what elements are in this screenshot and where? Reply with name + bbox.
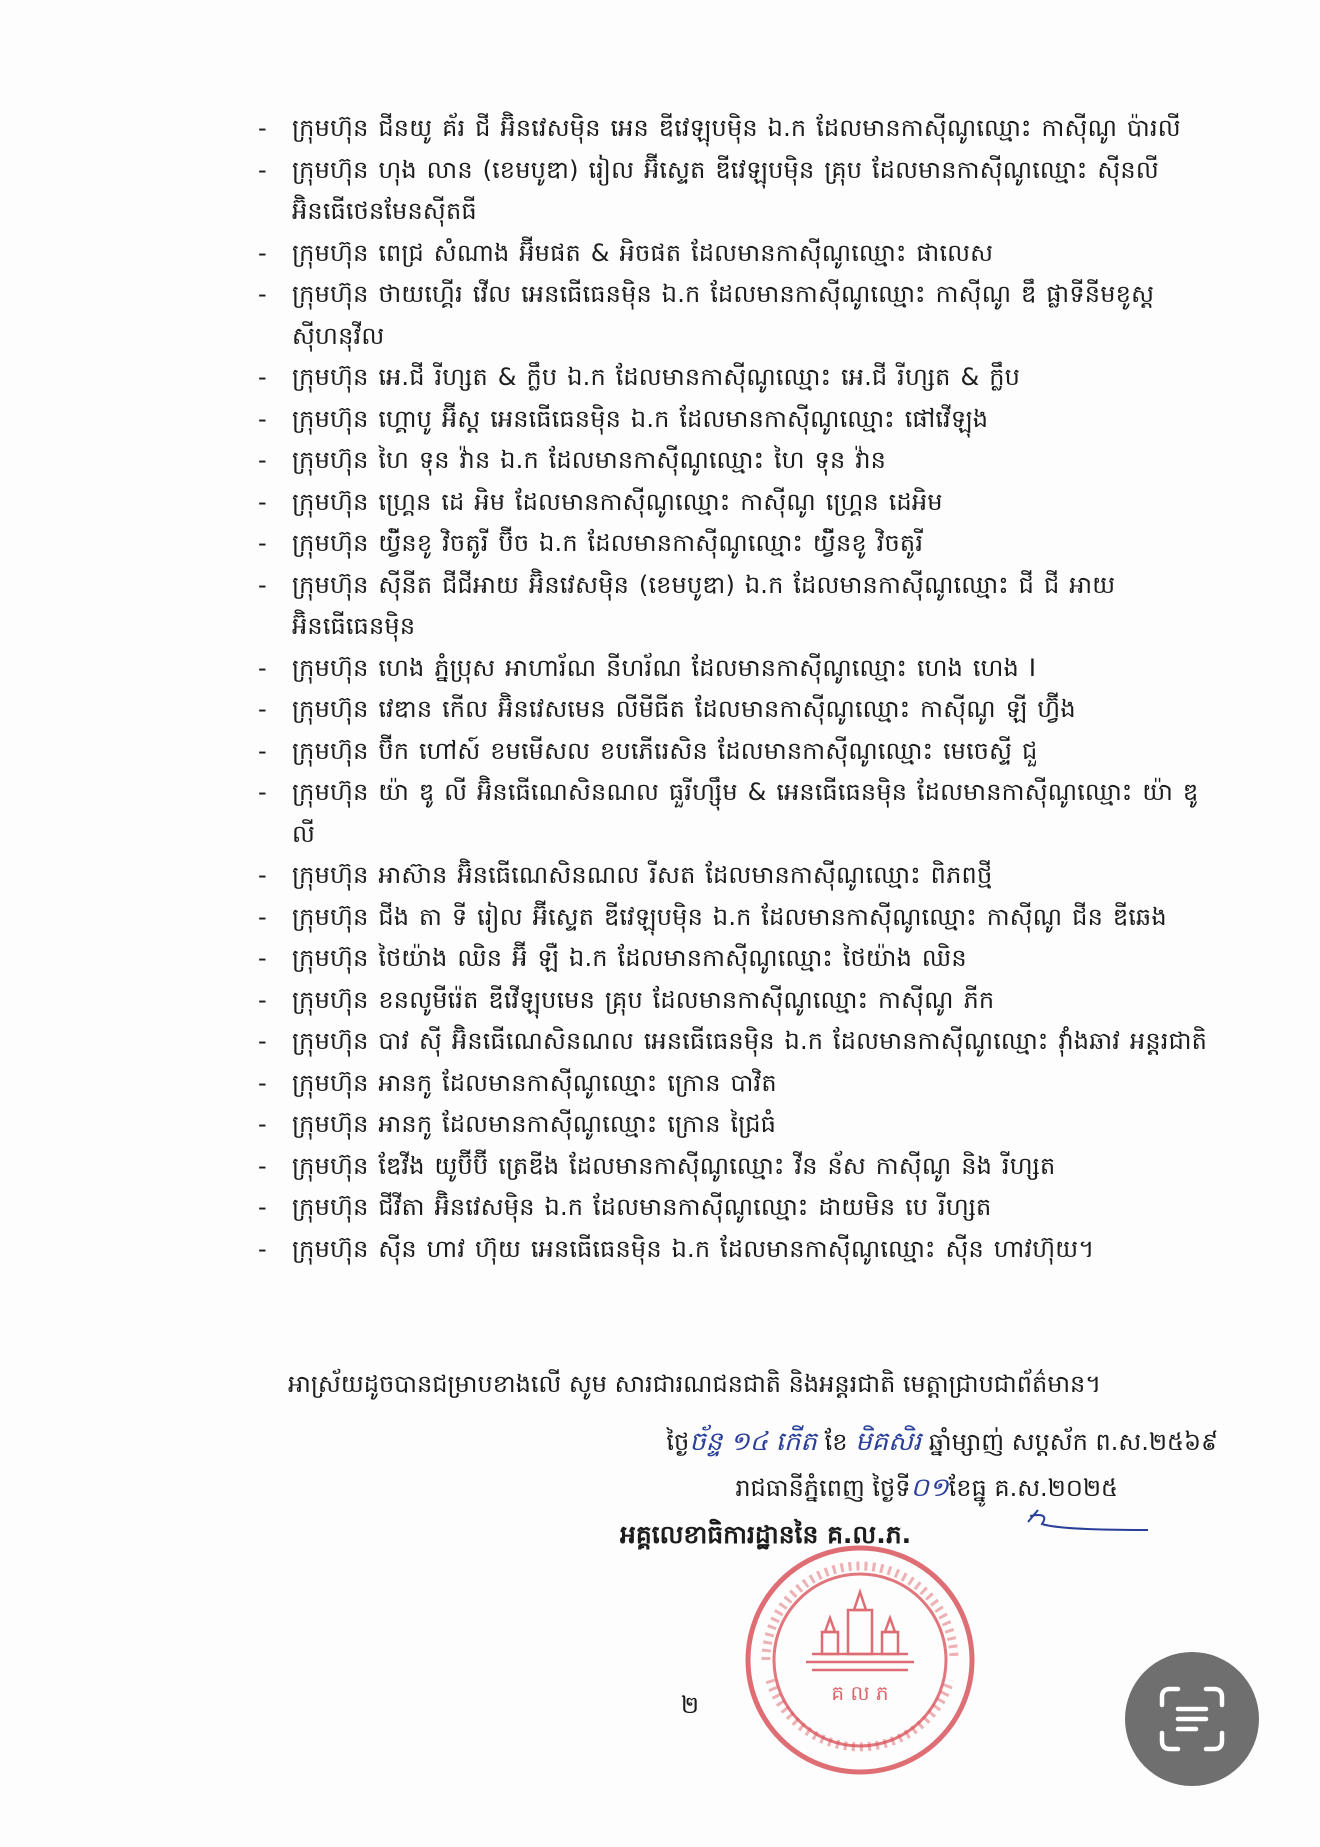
list-item-text: ក្រុមហ៊ុន យ៉ា ឌូ លី អ៊ិនធើណេសិនណល ធួរីហ្ស៊ឹម & អេនធើធេនម៉ិន ដែលមានកាស៊ីណូឈ្មោះ យ៉ា ឌូ លី <box>292 778 1199 848</box>
list-bullet-dash: - <box>258 404 267 433</box>
list-item-text: ក្រុមហ៊ុន អានកូ ដែលមានកាស៊ីណូឈ្មោះ ក្រោន ជ្រៃធំ <box>292 1110 777 1138</box>
list-item <box>258 1104 1218 1146</box>
list-bullet-dash: - <box>258 363 267 391</box>
list-item <box>258 233 1218 275</box>
list-bullet-dash: - <box>258 1110 267 1138</box>
list-item <box>258 938 1218 980</box>
list-item-text: ក្រុមហ៊ុន ហ្គ្រេន ដេ អិម ដែលមានកាស៊ីណូឈ្មោះ កាស៊ីណូ ហ្គ្រេន ដេអិម <box>292 487 943 516</box>
list-item-text: ក្រុមហ៊ុន យ៉្វីនខូ វិចតូរី ប៊ីច ឯ.ក ដែលមានកាស៊ីណូឈ្មោះ យ៉្វីនខូ វិចតូរី <box>292 529 924 557</box>
list-item-text: ក្រុមហ៊ុន អេ.ជី រីហ្សត & ក្លឹប ឯ.ក ដែលមានកាស៊ីណូឈ្មោះ អេ.ជី រីហ្សត & ក្លឹប <box>292 363 1021 391</box>
list-item <box>258 980 1218 1022</box>
list-bullet-dash: - <box>258 446 267 474</box>
list-bullet-dash: - <box>258 238 267 267</box>
solar-date-prefix: រាជធានីភ្នំពេញ ថ្ងៃទី <box>735 1474 911 1502</box>
lunar-month-handwritten: មិគសិរ <box>855 1427 922 1457</box>
list-item-text: ក្រុមហ៊ុន ពេជ្រ សំណាង អ៊ីមផត & អិចផត ដែលមានកាស៊ីណូឈ្មោះ ផាលេស <box>292 238 994 267</box>
list-item <box>258 897 1218 939</box>
list-bullet-dash: - <box>258 902 267 931</box>
list-item-text: ក្រុមហ៊ុន ឌែវីង យូប៊ីប៊ី ត្រេឌីង ដែលមានកាស៊ីណូឈ្មោះ វីន ន័ស កាស៊ីណូ និង រីហ្សត <box>292 1151 1056 1180</box>
text-scan-icon <box>1158 1685 1226 1753</box>
list-item <box>258 1021 1218 1063</box>
list-item <box>258 399 1218 441</box>
closing-statement: អាស្រ័យដូចបានជម្រាបខាងលើ សូម សារជារណជនជាតិ និងអន្តរជាតិ មេត្តាជ្រាបជាព័ត៌មាន។ <box>288 1370 1102 1398</box>
list-bullet-dash: - <box>258 861 267 889</box>
list-item-text: ក្រុមហ៊ុន ស៊ីន ហាវ ហ៊ុយ អេនធើធេនម៉ិន ឯ.ក ដែលមានកាស៊ីណូឈ្មោះ ស៊ីន ហាវហ៊ុយ។ <box>292 1234 1095 1263</box>
official-seal <box>740 1540 980 1780</box>
page-number: ២ <box>680 1691 700 1719</box>
list-item <box>258 855 1218 897</box>
list-bullet-dash: - <box>258 1068 267 1097</box>
list-bullet-dash: - <box>258 695 267 723</box>
list-bullet-dash: - <box>258 1193 267 1221</box>
lunar-date-rest: ឆ្នាំម្សាញ់ សប្តស័ក ព.ស.២៥៦៩ <box>928 1428 1218 1456</box>
lunar-month-label: ខែ <box>824 1428 848 1456</box>
list-item-text: ក្រុមហ៊ុន បាវ ស៊ី អ៊ិនធើណេសិនណល អេនធើធេនម៉ិន ឯ.ក ដែលមានកាស៊ីណូឈ្មោះ វ៉ាំងឆាវ អន្តរជាតិ <box>292 1027 1208 1055</box>
list-item <box>258 1187 1218 1229</box>
list-item-text: ក្រុមហ៊ុន អានកូ ដែលមានកាស៊ីណូឈ្មោះ ក្រោន បាវិត <box>292 1068 777 1097</box>
company-list <box>258 108 1218 1270</box>
list-item-text: ក្រុមហ៊ុន ជីវីតា អ៊ិនវេសម៉ិន ឯ.ក ដែលមានកាស៊ីណូឈ្មោះ ដាយមិន បេ រីហ្សត <box>292 1193 992 1221</box>
list-bullet-dash: - <box>258 653 267 682</box>
list-item-text: ក្រុមហ៊ុន វេឌាន កើល អ៊ិនវេសមេន លីមីធីត ដែលមានកាស៊ីណូឈ្មោះ កាស៊ីណូ ឡី ហ្វ៊ីង <box>292 695 1076 723</box>
list-bullet-dash: - <box>258 944 267 972</box>
solar-day-handwritten: ០១ <box>910 1473 949 1503</box>
list-bullet-dash: - <box>258 155 267 184</box>
list-item-text: ក្រុមហ៊ុន ថាយហ្គើរ វើល អេនធើធេនម៉ិន ឯ.ក ដែលមានកាស៊ីណូឈ្មោះ កាស៊ីណូ ឌឹ ផ្លាទីនីមខូស្ត ស៊ីហនុវីល <box>292 280 1155 350</box>
lunar-day-handwritten: ១៤ <box>729 1427 769 1457</box>
list-bullet-dash: - <box>258 985 267 1014</box>
list-item-text: ក្រុមហ៊ុន ជីនយូ គ័រ ជី អ៊ិនវេសម៉ិន អេន ឌីវេឡុបម៉ិន ឯ.ក ដែលមានកាស៊ីណូឈ្មោះ កាស៊ីណូ ប៉ារលី <box>292 114 1181 142</box>
list-item <box>258 565 1218 648</box>
list-item-text: ក្រុមហ៊ុន ហេង ភ្នំប្រុស អាហារ័ណ នីហរ័ណ ដែលមានកាស៊ីណូឈ្មោះ ហេង ហេង I <box>292 653 1037 682</box>
solar-date-rest: ខែធ្នូ គ.ស.២០២៥ <box>948 1474 1118 1502</box>
list-bullet-dash: - <box>258 280 267 308</box>
list-bullet-dash: - <box>258 1027 267 1055</box>
list-item-text: ក្រុមហ៊ុន ថៃយ៉ាង ឈិន អ៊ី ឡឺ ឯ.ក ដែលមានកាស៊ីណូឈ្មោះ ថៃយ៉ាង ឈិន <box>292 944 967 972</box>
list-item <box>258 523 1218 565</box>
list-item <box>258 482 1218 524</box>
list-item-text: ក្រុមហ៊ុន ខនលូមីរ៉េត ឌីវើឡុបមេន គ្រុប ដែលមានកាស៊ីណូឈ្មោះ កាស៊ីណូ ភីក <box>292 985 995 1014</box>
list-bullet-dash: - <box>258 529 267 557</box>
list-item <box>258 440 1218 482</box>
list-item <box>258 108 1218 150</box>
list-item <box>258 648 1218 690</box>
list-bullet-dash: - <box>258 1151 267 1180</box>
list-bullet-dash: - <box>258 736 267 765</box>
list-bullet-dash: - <box>258 114 267 142</box>
list-item <box>258 274 1218 357</box>
text-scan-button[interactable] <box>1125 1652 1259 1786</box>
list-item <box>258 1229 1218 1271</box>
signature-title: អគ្គលេខាធិការដ្ឋាននៃ គ.ល.ភ. <box>620 1520 912 1549</box>
list-item-text: ក្រុមហ៊ុន ហ្គោបូ អ៊ីស្ត អេនធើធេនម៉ិន ឯ.ក ដែលមានកាស៊ីណូឈ្មោះ ផៅវើឡុង <box>292 404 989 433</box>
list-item <box>258 357 1218 399</box>
list-bullet-dash: - <box>258 487 267 516</box>
list-item-text: ក្រុមហ៊ុន អាស៊ាន អ៊ិនធើណេសិនណល រីសត ដែលមានកាស៊ីណូឈ្មោះ ពិភពថ្មី <box>292 861 993 889</box>
list-item <box>258 772 1218 855</box>
seal-label: គ ល ភ <box>831 1681 889 1705</box>
list-bullet-dash: - <box>258 570 267 599</box>
list-item-text: ក្រុមហ៊ុន ហៃ ទុន វ៉ាន ឯ.ក ដែលមានកាស៊ីណូឈ្មោះ ហៃ ទុន វ៉ាន <box>292 446 887 474</box>
lunar-weekday-handwritten: ច័ន្ទ <box>689 1427 723 1457</box>
list-item-text: ក្រុមហ៊ុន ស៊ីនីត ជីជីអាយ អ៊ិនវេសម៉ិន (ខេមបូឌា) ឯ.ក ដែលមានកាស៊ីណូឈ្មោះ ជី ជី អាយ អ៊ិនធើធេនម៉ិន <box>292 570 1116 640</box>
lunar-date-line <box>500 1422 1218 1462</box>
lunar-date-prefix: ថ្ងៃ <box>666 1428 690 1456</box>
list-item <box>258 731 1218 773</box>
list-item <box>258 150 1218 233</box>
list-bullet-dash: - <box>258 778 267 806</box>
list-item-text: ក្រុមហ៊ុន ជីង តា ទី រៀល អ៊ីស្ទេត ឌីវេឡុបម៉ិន ឯ.ក ដែលមានកាស៊ីណូឈ្មោះ កាស៊ីណូ ជីន ឌីឆេង <box>292 902 1167 931</box>
signature-mark <box>1020 1500 1160 1540</box>
lunar-phase-handwritten: កើត <box>775 1427 817 1457</box>
list-item-text: ក្រុមហ៊ុន ហុង លាន (ខេមបូឌា) រៀល អ៊ីស្ទេត ឌីវេឡុបម៉ិន គ្រុប ដែលមានកាស៊ីណូឈ្មោះ ស៊ីនលី អ៊ិនធើថេនមែនស៊ីតធី <box>292 155 1159 225</box>
list-bullet-dash: - <box>258 1234 267 1263</box>
list-item <box>258 1146 1218 1188</box>
list-item <box>258 1063 1218 1105</box>
list-item <box>258 689 1218 731</box>
list-item-text: ក្រុមហ៊ុន ប៊ីក ហៅស៍ ខមមើសល ខបភើរេសិន ដែលមានកាស៊ីណូឈ្មោះ មេចេស្ទី ជួ <box>292 736 1038 765</box>
